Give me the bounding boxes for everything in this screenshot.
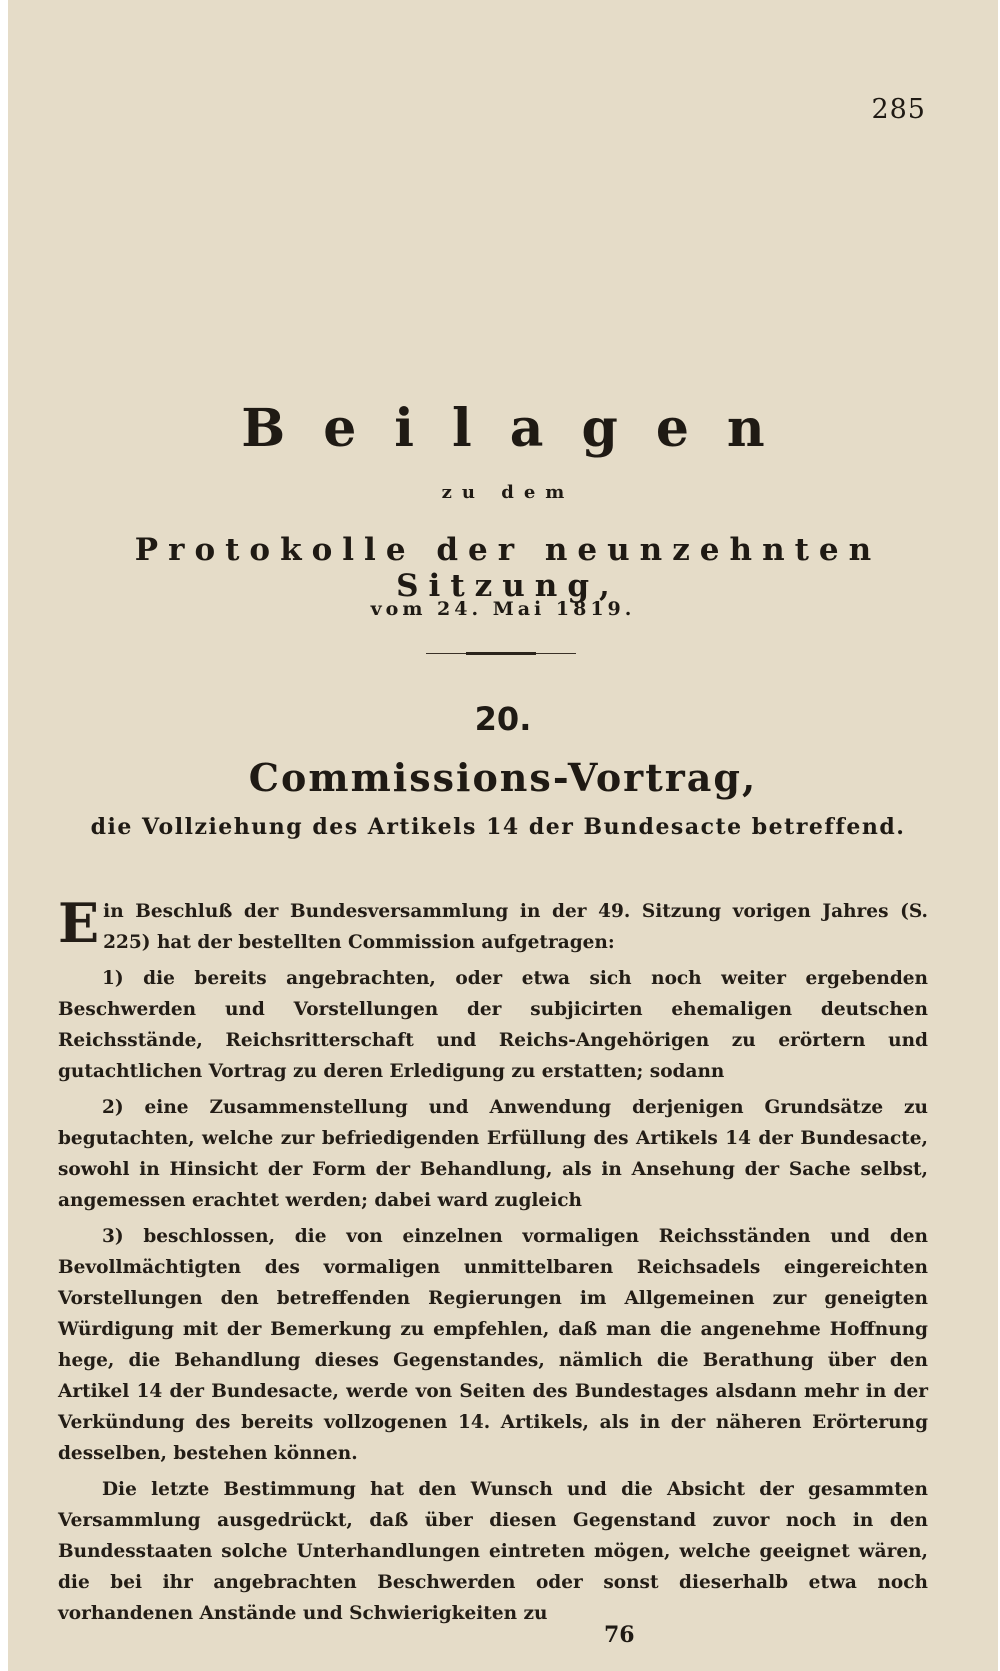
list-item-1: 1) die bereits angebrachten, oder etwa sich noch weiter ergebenden Beschwerden und Vorstellungen der subjicirten ehemaligen deutschen Reichsstände, Reichsritterschaft und Reichs-Angehörigen zu erörtern und gutachtlichen Vortrag zu deren Erledigung zu erstatten; sodann [58, 968, 928, 1082]
intro-text: in Beschluß der Bundesversammlung in der 49. Sitzung vorigen Jahres (S. 225) hat der bestellten Commission aufgetragen: [103, 901, 928, 953]
subtitle-protokoll: Protokolle der neunzehnten Sitzung, [134, 532, 882, 604]
subtitle-zu-dem: zu dem [441, 482, 575, 503]
document-page [8, 0, 998, 1671]
page-number: 285 [871, 94, 926, 125]
section-heading: Commissions-Vortrag, [248, 755, 758, 800]
section-subheading: die Vollziehung des Artikels 14 der Bundesacte betreffend. [90, 814, 906, 840]
signature-mark: 76 [604, 1622, 635, 1648]
body-text [58, 891, 928, 1634]
intro-paragraph [58, 891, 928, 958]
section-divider [426, 652, 576, 656]
list-item-3: 3) beschlossen, die von einzelnen vormaligen Reichsständen und den Bevollmächtigten des vormaligen unmittelbaren Reichsadels eingereichten Vorstellungen den betreffenden Regierungen im Allgemeinen zur geneigten Würdigung mit der Bemerkung zu empfehlen, daß man die angenehme Hoffnung hege, die Behandlung dieses Gegenstandes, nämlich die Berathung über den Artikel 14 der Bundesacte, werde von Seiten des Bundestages alsdann mehr in der Verkündung des bereits vollzogenen 14. Artikels, als in der näheren Erörterung desselben, bestehen können. [58, 1226, 928, 1464]
list-item-2: 2) eine Zusammenstellung und Anwendung derjenigen Grundsätze zu begutachten, welche zur befriedigenden Erfüllung des Artikels 14 der Bundesacte, sowohl in Hinsicht der Form der Behandlung, als in Ansehung der Sache selbst, angemessen erachtet werden; dabei ward zugleich [58, 1097, 928, 1211]
section-number: 20. [474, 700, 532, 738]
main-title: Beilagen [241, 398, 803, 459]
drop-cap: E [58, 891, 100, 955]
subtitle-date: vom 24. Mai 1819. [370, 598, 636, 620]
paragraph-2: Die letzte Bestimmung hat den Wunsch und die Absicht der gesammten Versammlung ausgedrückt, daß über diesen Gegenstand zuvor noch in den Bundesstaaten solche Unterhandlungen eintreten mögen, welche geeignet wären, die bei ihr angebrachten Beschwerden oder sonst dieserhalb etwa noch vorhandenen Anstände und Schwierigkeiten zu [58, 1479, 928, 1624]
divider-thick-line [466, 652, 536, 655]
